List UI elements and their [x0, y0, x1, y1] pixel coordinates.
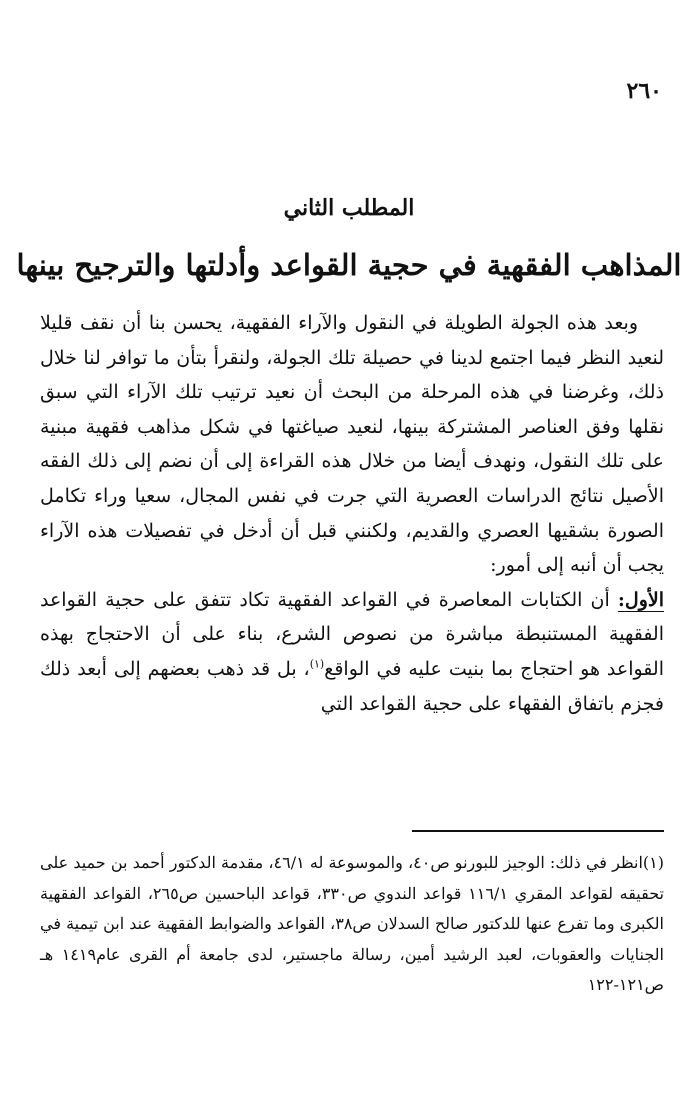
first-point-text: أن الكتابات المعاصرة في القواعد الفقهية تكاد تتفق على حجية القواعد الفقهية المستنبطة مباشرة من نصوص الشرع، بناء على أن الاحتجاج بهذه القواعد هو احتجاج بما بنيت عليه في الواقع — [40, 588, 664, 680]
first-point-paragraph — [40, 583, 664, 721]
section-label: المطلب الثاني — [283, 195, 415, 221]
body-text — [40, 306, 664, 721]
page-number: ٢٦٠ — [626, 78, 662, 104]
footnote-divider — [412, 830, 664, 832]
footnotes — [40, 848, 664, 1001]
footnote-reference[interactable]: (١) — [309, 657, 325, 671]
first-point-label: الأول: — [617, 588, 664, 611]
section-title: المذاهب الفقهية في حجية القواعد وأدلتها والترجيح بينها — [16, 248, 682, 282]
first-point-text-continued: ، بل قد ذهب بعضهم إلى أبعد ذلك فجزم باتفاق الفقهاء على حجية القواعد التي — [40, 657, 664, 715]
footnote-1: (١)انظر في ذلك: الوجيز للبورنو ص٤٠، والموسوعة له ٤٦/١، مقدمة الدكتور أحمد بن حميد على تحقيقه لقواعد المقري ١١٦/١ قواعد الندوي ص٣٣٠، قواعد الباحسين ص٢٦٥، القواعد الفقهية الكبرى وما تفرع عنها للدكتور صالح السدلان ص٣٨، القواعد والضوابط الفقهية عند ابن تيمية في الجنايات والعقوبات، لعبد الرشيد أمين، رسالة ماجستير، لدى جامعة أم القرى عام١٤١٩ هـ ص١٢١-١٢٢ — [40, 853, 665, 994]
intro-paragraph: وبعد هذه الجولة الطويلة في النقول والآراء الفقهية، يحسن بنا أن نقف قليلا لنعيد النظر فيما اجتمع لدينا في حصيلة تلك الجولة، ولنقرأ بتأن ما توافر لنا خلال ذلك، وغرضنا في هذه المرحلة من البحث أن نعيد ترتيب تلك الآراء التي سبق نقلها وفق العناصر المشتركة بينها، لنعيد صياغتها في شكل مذاهب فقهية مبنية على تلك النقول، ونهدف أيضا من خلال هذه القراءة إلى أن نضم إلى ذلك الفقه الأصيل نتائج الدراسات العصرية التي جرت في نفس المجال، سعيا وراء تكامل الصورة بشقيها العصري والقديم، ولكنني قبل أن أدخل في تفصيلات هذه الآراء يجب أن أنبه إلى أمور: — [40, 312, 664, 577]
